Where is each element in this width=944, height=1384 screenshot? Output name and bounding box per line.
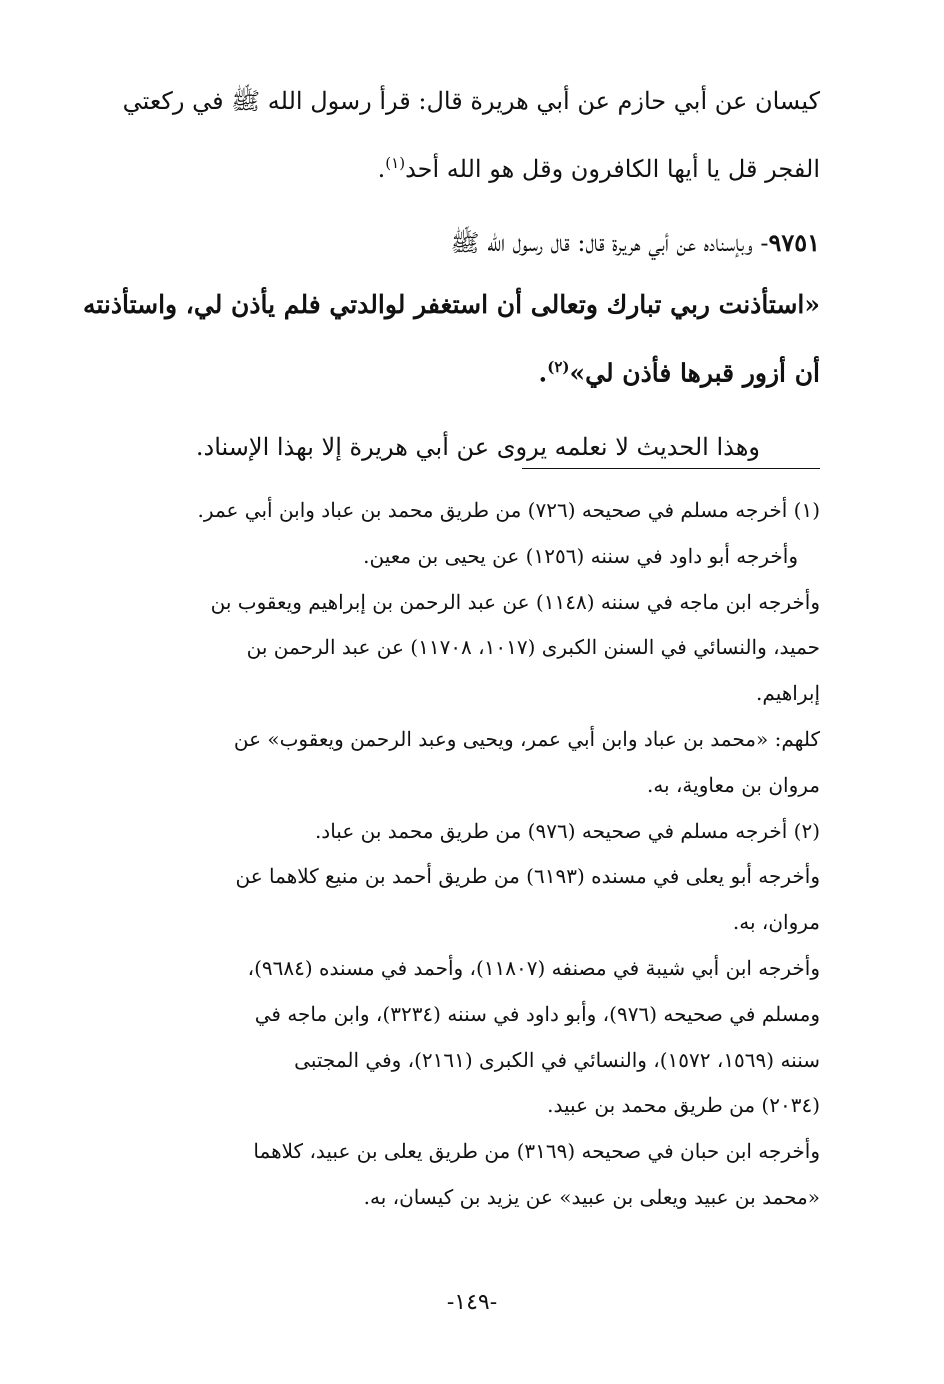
hadith-header <box>110 212 820 274</box>
footnote-line: حميد، والنسائي في السنن الكبرى (١٠١٧، ١١٧٠٨) عن عبد الرحمن بن <box>246 635 820 660</box>
footnote-line: وأخرجه أبو يعلى في مسنده (٦١٩٣) من طريق أحمد بن منيع كلاهما عن <box>235 864 820 889</box>
text-line <box>110 70 820 132</box>
footnote-line: وأخرجه ابن أبي شيبة في مصنفه (١١٨٠٧)، وأحمد في مسنده (٩٦٨٤)، <box>247 955 820 980</box>
hadith-text: أن أزور قبرها فأذن لي» <box>569 358 820 388</box>
footnote-line: (٢٠٣٤) من طريق محمد بن عبيد. <box>547 1093 820 1118</box>
footnote-line: (٢) أخرجه مسلم في صحيحه (٩٧٦) من طريق محمد بن عباد. <box>314 818 820 843</box>
footnotes <box>110 488 820 1221</box>
footnote-line: كلهم: «محمد بن عباد وابن أبي عمر، ويحيى وعبد الرحمن ويعقوب» عن <box>233 726 820 751</box>
footnote-line: (١) أخرجه مسلم في صحيحه (٧٢٦) من طريق محمد بن عباد وابن أبي عمر. <box>197 498 820 522</box>
footnote-line: مروان، به. <box>732 910 820 935</box>
main-text <box>82 70 820 478</box>
footnote-line: ومسلم في صحيحه (٩٧٦)، وأبو داود في سننه (٣٢٣٤)، وابن ماجه في <box>254 1001 820 1026</box>
footnote-divider <box>522 468 820 469</box>
footnote-ref-2[interactable]: (٢) <box>547 358 570 376</box>
hadith-intro: - وبإسناده عن أبي هريرة قال: قال رسول الله ﷺ <box>450 229 769 257</box>
hadith-number: ٩٧٥١ <box>768 228 820 257</box>
hadith-text: «استأذنت ربي تبارك وتعالى أن استغفر لوالدتي فلم يأذن لي، واستأذنته <box>82 290 820 319</box>
footnote-line: وأخرجه أبو داود في سننه (١٢٥٦) عن يحيى بن معين. <box>363 543 798 568</box>
note-text: وهذا الحديث لا نعلمه يروى عن أبي هريرة إلا بهذا الإسناد. <box>195 433 760 461</box>
line-text: الفجر قل يا أيها الكافرون وقل هو الله أحد <box>405 155 820 183</box>
footnote-line: وأخرجه ابن ماجه في سننه (١١٤٨) عن عبد الرحمن بن إبراهيم ويعقوب بن <box>210 589 820 614</box>
page-number: -١٤٩- <box>446 1290 498 1315</box>
text-line: الفجر قل يا أيها الكافرون وقل هو الله أحد$^{(١)}$. <box>377 154 820 183</box>
footnote-line: سننه (١٥٦٩، ١٥٧٢)، والنسائي في الكبرى (٢١٦١)، وفي المجتبى <box>294 1047 820 1072</box>
footnote-line: «محمد بن عبيد ويعلى بن عبيد» عن يزيد بن كيسان، به. <box>363 1184 820 1209</box>
hadith-text-line: أن أزور قبرها فأذن لي»$^{(٢)}$. <box>538 358 820 388</box>
footnote-ref-1[interactable]: (١) <box>385 154 406 172</box>
footnote-line: مروان بن معاوية، به. <box>646 772 820 797</box>
footnote-line: إبراهيم. <box>756 681 820 706</box>
footnote-line: وأخرجه ابن حبان في صحيحه (٣١٦٩) من طريق يعلى بن عبيد، كلاهما <box>253 1139 820 1164</box>
hadith-text-line <box>82 274 820 336</box>
line-text: كيسان عن أبي حازم عن أبي هريرة قال: قرأ رسول الله ﷺ في ركعتي <box>122 87 820 115</box>
